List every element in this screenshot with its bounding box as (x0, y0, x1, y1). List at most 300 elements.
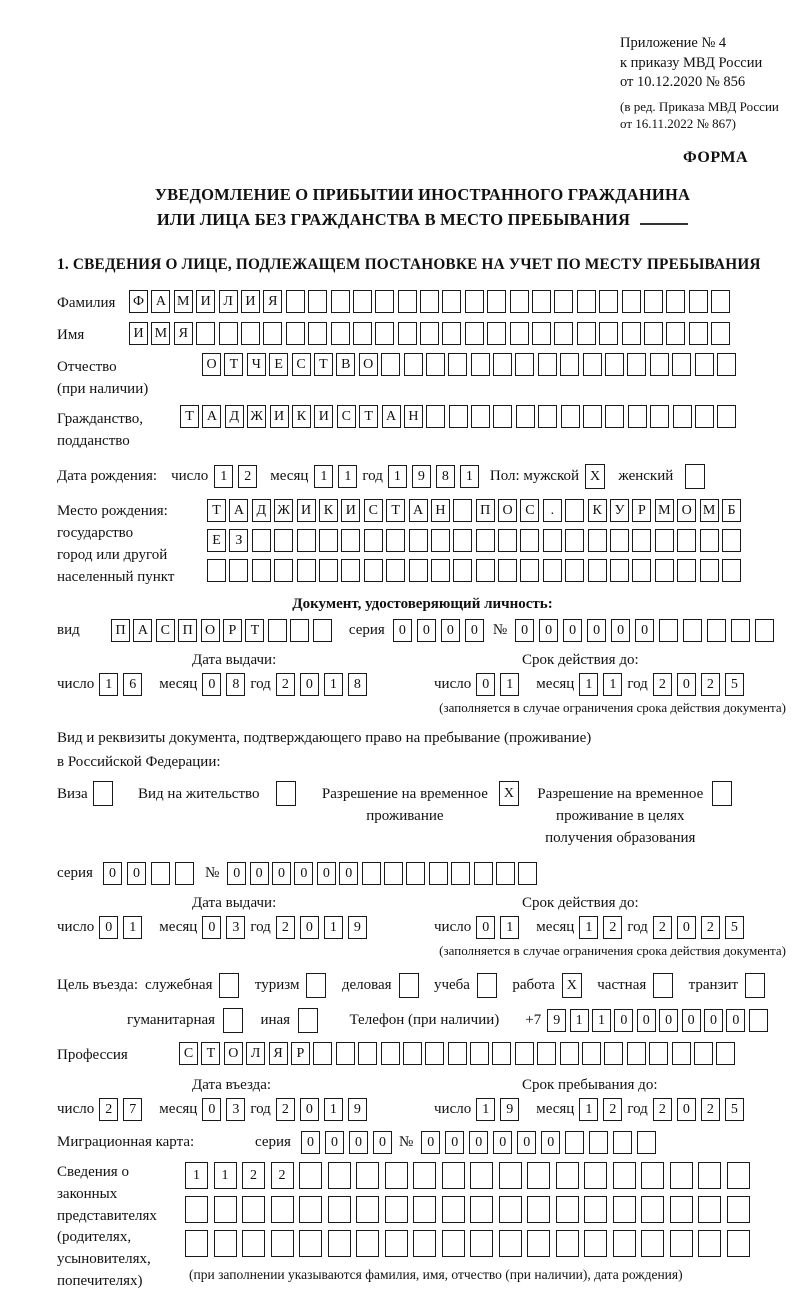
char-cell[interactable] (242, 1230, 265, 1257)
char-cell[interactable]: П (476, 499, 495, 522)
checkbox-cell[interactable]: X (562, 973, 582, 998)
char-cell[interactable]: 1 (123, 916, 142, 939)
char-cell[interactable] (274, 529, 293, 552)
char-cell[interactable] (565, 529, 584, 552)
char-cell[interactable]: 1 (338, 465, 357, 488)
char-cell[interactable] (637, 1131, 656, 1154)
char-cell[interactable] (308, 290, 327, 313)
char-cell[interactable] (583, 353, 602, 376)
char-cell[interactable]: 0 (677, 673, 696, 696)
char-cell[interactable]: Р (223, 619, 242, 642)
checkbox-cell[interactable] (298, 1008, 318, 1033)
char-cell[interactable]: Р (291, 1042, 310, 1065)
char-cell[interactable] (584, 1230, 607, 1257)
char-cell[interactable] (299, 1162, 322, 1189)
char-cell[interactable] (465, 322, 484, 345)
char-cell[interactable]: 1 (185, 1162, 208, 1189)
char-cell[interactable] (385, 1162, 408, 1189)
char-cell[interactable] (727, 1162, 750, 1189)
char-cell[interactable] (641, 1162, 664, 1189)
char-cell[interactable] (271, 1196, 294, 1223)
char-cell[interactable]: 1 (214, 1162, 237, 1189)
char-cell[interactable] (599, 322, 618, 345)
char-cell[interactable]: С (156, 619, 175, 642)
char-cell[interactable]: Ч (247, 353, 266, 376)
checkbox-cell[interactable] (306, 973, 326, 998)
char-cell[interactable]: И (341, 499, 360, 522)
char-cell[interactable] (498, 559, 517, 582)
char-cell[interactable] (356, 1196, 379, 1223)
char-cell[interactable]: А (151, 290, 170, 313)
char-cell[interactable] (532, 322, 551, 345)
char-cell[interactable] (588, 529, 607, 552)
char-cell[interactable]: К (292, 405, 311, 428)
char-cell[interactable] (649, 1042, 668, 1065)
char-cell[interactable]: 9 (547, 1009, 566, 1032)
char-cell[interactable]: 8 (436, 465, 455, 488)
char-cell[interactable] (510, 290, 529, 313)
char-cell[interactable] (451, 862, 470, 885)
char-cell[interactable]: 6 (123, 673, 142, 696)
char-cell[interactable] (711, 322, 730, 345)
char-cell[interactable] (700, 529, 719, 552)
char-cell[interactable] (385, 1230, 408, 1257)
checkbox-cell[interactable] (653, 973, 673, 998)
char-cell[interactable] (252, 529, 271, 552)
char-cell[interactable]: 1 (579, 673, 598, 696)
char-cell[interactable] (331, 322, 350, 345)
char-cell[interactable]: Л (246, 1042, 265, 1065)
char-cell[interactable] (722, 529, 741, 552)
char-cell[interactable]: 0 (677, 916, 696, 939)
char-cell[interactable]: 2 (701, 916, 720, 939)
char-cell[interactable]: А (229, 499, 248, 522)
char-cell[interactable]: 9 (412, 465, 431, 488)
char-cell[interactable]: Ф (129, 290, 148, 313)
char-cell[interactable]: 0 (614, 1009, 633, 1032)
char-cell[interactable] (717, 353, 736, 376)
char-cell[interactable]: 2 (701, 673, 720, 696)
char-cell[interactable]: О (677, 499, 696, 522)
char-cell[interactable] (404, 353, 423, 376)
char-cell[interactable] (731, 619, 750, 642)
char-cell[interactable] (207, 559, 226, 582)
char-cell[interactable]: 0 (441, 619, 460, 642)
char-cell[interactable]: И (270, 405, 289, 428)
char-cell[interactable] (670, 1230, 693, 1257)
char-cell[interactable]: 2 (653, 1098, 672, 1121)
char-cell[interactable] (605, 353, 624, 376)
char-cell[interactable] (385, 1196, 408, 1223)
char-cell[interactable] (613, 1162, 636, 1189)
char-cell[interactable] (313, 619, 332, 642)
char-cell[interactable] (641, 1230, 664, 1257)
char-cell[interactable] (476, 559, 495, 582)
char-cell[interactable]: 0 (250, 862, 269, 885)
char-cell[interactable] (628, 405, 647, 428)
char-cell[interactable] (375, 322, 394, 345)
char-cell[interactable]: 1 (99, 673, 118, 696)
char-cell[interactable] (493, 353, 512, 376)
char-cell[interactable] (268, 619, 287, 642)
char-cell[interactable]: 1 (500, 673, 519, 696)
char-cell[interactable] (229, 559, 248, 582)
char-cell[interactable] (375, 290, 394, 313)
char-cell[interactable] (515, 353, 534, 376)
char-cell[interactable]: Л (219, 290, 238, 313)
char-cell[interactable]: 0 (421, 1131, 440, 1154)
char-cell[interactable] (214, 1196, 237, 1223)
checkbox-cell[interactable] (685, 464, 705, 489)
char-cell[interactable] (453, 559, 472, 582)
char-cell[interactable]: 2 (271, 1162, 294, 1189)
char-cell[interactable] (717, 405, 736, 428)
char-cell[interactable] (689, 290, 708, 313)
char-cell[interactable] (537, 1042, 556, 1065)
char-cell[interactable] (252, 559, 271, 582)
char-cell[interactable] (565, 499, 584, 522)
char-cell[interactable] (341, 559, 360, 582)
char-cell[interactable] (328, 1162, 351, 1189)
char-cell[interactable] (471, 405, 490, 428)
char-cell[interactable] (670, 1162, 693, 1189)
char-cell[interactable] (632, 559, 651, 582)
char-cell[interactable]: 0 (445, 1131, 464, 1154)
char-cell[interactable]: Т (386, 499, 405, 522)
char-cell[interactable] (286, 322, 305, 345)
char-cell[interactable] (196, 322, 215, 345)
char-cell[interactable]: 0 (202, 916, 221, 939)
char-cell[interactable]: 2 (701, 1098, 720, 1121)
checkbox-cell[interactable] (93, 781, 113, 806)
char-cell[interactable]: 0 (469, 1131, 488, 1154)
char-cell[interactable]: 9 (348, 1098, 367, 1121)
char-cell[interactable]: 2 (99, 1098, 118, 1121)
char-cell[interactable]: 1 (314, 465, 333, 488)
char-cell[interactable] (474, 862, 493, 885)
char-cell[interactable]: М (174, 290, 193, 313)
char-cell[interactable] (336, 1042, 355, 1065)
char-cell[interactable] (694, 1042, 713, 1065)
char-cell[interactable] (470, 1230, 493, 1257)
char-cell[interactable]: Е (269, 353, 288, 376)
char-cell[interactable]: 0 (349, 1131, 368, 1154)
char-cell[interactable]: Т (359, 405, 378, 428)
char-cell[interactable] (331, 290, 350, 313)
char-cell[interactable] (698, 1230, 721, 1257)
char-cell[interactable]: Т (201, 1042, 220, 1065)
char-cell[interactable] (384, 862, 403, 885)
char-cell[interactable] (622, 322, 641, 345)
char-cell[interactable]: З (229, 529, 248, 552)
char-cell[interactable]: И (196, 290, 215, 313)
char-cell[interactable] (319, 559, 338, 582)
char-cell[interactable] (700, 559, 719, 582)
char-cell[interactable] (364, 559, 383, 582)
char-cell[interactable]: 5 (725, 916, 744, 939)
checkbox-cell[interactable] (219, 973, 239, 998)
char-cell[interactable] (175, 862, 194, 885)
char-cell[interactable]: Н (404, 405, 423, 428)
char-cell[interactable] (413, 1162, 436, 1189)
char-cell[interactable] (749, 1009, 768, 1032)
char-cell[interactable]: Е (207, 529, 226, 552)
char-cell[interactable]: 0 (493, 1131, 512, 1154)
char-cell[interactable] (413, 1196, 436, 1223)
char-cell[interactable] (527, 1162, 550, 1189)
char-cell[interactable] (698, 1196, 721, 1223)
checkbox-cell[interactable] (276, 781, 296, 806)
char-cell[interactable] (499, 1162, 522, 1189)
char-cell[interactable] (538, 405, 557, 428)
char-cell[interactable] (271, 1230, 294, 1257)
char-cell[interactable] (605, 405, 624, 428)
char-cell[interactable] (406, 862, 425, 885)
char-cell[interactable] (242, 1196, 265, 1223)
char-cell[interactable] (185, 1196, 208, 1223)
char-cell[interactable] (431, 559, 450, 582)
char-cell[interactable]: 0 (317, 862, 336, 885)
char-cell[interactable]: Р (632, 499, 651, 522)
char-cell[interactable]: С (520, 499, 539, 522)
char-cell[interactable]: 0 (300, 673, 319, 696)
char-cell[interactable]: Б (722, 499, 741, 522)
char-cell[interactable] (650, 405, 669, 428)
char-cell[interactable] (353, 290, 372, 313)
char-cell[interactable] (610, 559, 629, 582)
char-cell[interactable]: К (588, 499, 607, 522)
char-cell[interactable] (429, 862, 448, 885)
char-cell[interactable] (560, 353, 579, 376)
char-cell[interactable] (492, 1042, 511, 1065)
char-cell[interactable] (426, 353, 445, 376)
char-cell[interactable]: Т (314, 353, 333, 376)
char-cell[interactable]: 8 (226, 673, 245, 696)
char-cell[interactable]: 1 (579, 1098, 598, 1121)
char-cell[interactable]: С (292, 353, 311, 376)
char-cell[interactable] (299, 1230, 322, 1257)
char-cell[interactable] (604, 1042, 623, 1065)
char-cell[interactable] (755, 619, 774, 642)
char-cell[interactable]: 0 (294, 862, 313, 885)
char-cell[interactable]: М (655, 499, 674, 522)
char-cell[interactable]: О (498, 499, 517, 522)
char-cell[interactable] (425, 1042, 444, 1065)
char-cell[interactable]: 0 (373, 1131, 392, 1154)
char-cell[interactable] (426, 405, 445, 428)
char-cell[interactable] (420, 290, 439, 313)
char-cell[interactable]: 2 (276, 916, 295, 939)
char-cell[interactable]: Я (269, 1042, 288, 1065)
char-cell[interactable]: 0 (677, 1098, 696, 1121)
char-cell[interactable]: И (314, 405, 333, 428)
char-cell[interactable]: 0 (539, 619, 558, 642)
char-cell[interactable]: 1 (570, 1009, 589, 1032)
checkbox-cell[interactable] (745, 973, 765, 998)
char-cell[interactable] (518, 862, 537, 885)
char-cell[interactable] (431, 529, 450, 552)
char-cell[interactable] (695, 405, 714, 428)
char-cell[interactable]: Т (180, 405, 199, 428)
char-cell[interactable]: 7 (123, 1098, 142, 1121)
char-cell[interactable] (364, 529, 383, 552)
char-cell[interactable] (496, 862, 515, 885)
char-cell[interactable]: 2 (238, 465, 257, 488)
char-cell[interactable] (650, 353, 669, 376)
checkbox-cell[interactable] (477, 973, 497, 998)
char-cell[interactable] (672, 353, 691, 376)
char-cell[interactable] (527, 1230, 550, 1257)
char-cell[interactable] (313, 1042, 332, 1065)
char-cell[interactable] (722, 559, 741, 582)
char-cell[interactable] (683, 619, 702, 642)
char-cell[interactable]: А (382, 405, 401, 428)
char-cell[interactable] (556, 1230, 579, 1257)
char-cell[interactable] (582, 1042, 601, 1065)
char-cell[interactable] (584, 1196, 607, 1223)
char-cell[interactable]: А (133, 619, 152, 642)
char-cell[interactable] (398, 290, 417, 313)
char-cell[interactable] (442, 1196, 465, 1223)
char-cell[interactable]: Т (224, 353, 243, 376)
char-cell[interactable]: Я (174, 322, 193, 345)
char-cell[interactable]: К (319, 499, 338, 522)
char-cell[interactable] (308, 322, 327, 345)
checkbox-cell[interactable] (223, 1008, 243, 1033)
char-cell[interactable]: О (201, 619, 220, 642)
char-cell[interactable]: М (700, 499, 719, 522)
char-cell[interactable] (398, 322, 417, 345)
char-cell[interactable] (328, 1230, 351, 1257)
char-cell[interactable] (515, 1042, 534, 1065)
char-cell[interactable] (554, 322, 573, 345)
char-cell[interactable] (470, 1162, 493, 1189)
char-cell[interactable] (556, 1162, 579, 1189)
char-cell[interactable]: 2 (603, 916, 622, 939)
char-cell[interactable]: 0 (417, 619, 436, 642)
char-cell[interactable]: 0 (202, 1098, 221, 1121)
char-cell[interactable] (274, 559, 293, 582)
char-cell[interactable]: 1 (324, 1098, 343, 1121)
char-cell[interactable]: Н (431, 499, 450, 522)
char-cell[interactable]: 3 (226, 916, 245, 939)
char-cell[interactable]: 1 (592, 1009, 611, 1032)
char-cell[interactable]: 1 (214, 465, 233, 488)
char-cell[interactable] (560, 1042, 579, 1065)
char-cell[interactable] (470, 1042, 489, 1065)
char-cell[interactable] (727, 1196, 750, 1223)
char-cell[interactable] (448, 353, 467, 376)
char-cell[interactable] (561, 405, 580, 428)
char-cell[interactable] (442, 1230, 465, 1257)
checkbox-cell[interactable] (712, 781, 732, 806)
char-cell[interactable]: . (543, 499, 562, 522)
char-cell[interactable] (613, 1131, 632, 1154)
char-cell[interactable] (670, 1196, 693, 1223)
char-cell[interactable] (453, 529, 472, 552)
char-cell[interactable]: 0 (637, 1009, 656, 1032)
char-cell[interactable]: 0 (563, 619, 582, 642)
char-cell[interactable] (577, 322, 596, 345)
char-cell[interactable] (381, 353, 400, 376)
char-cell[interactable] (151, 862, 170, 885)
char-cell[interactable]: 5 (725, 1098, 744, 1121)
char-cell[interactable]: 0 (227, 862, 246, 885)
char-cell[interactable] (527, 1196, 550, 1223)
char-cell[interactable]: У (610, 499, 629, 522)
char-cell[interactable] (532, 290, 551, 313)
char-cell[interactable] (386, 529, 405, 552)
char-cell[interactable] (319, 529, 338, 552)
char-cell[interactable]: С (337, 405, 356, 428)
char-cell[interactable]: Т (245, 619, 264, 642)
char-cell[interactable]: Т (207, 499, 226, 522)
char-cell[interactable]: О (202, 353, 221, 376)
char-cell[interactable]: Я (263, 290, 282, 313)
char-cell[interactable] (655, 529, 674, 552)
char-cell[interactable] (599, 290, 618, 313)
char-cell[interactable]: 2 (242, 1162, 265, 1189)
char-cell[interactable] (341, 529, 360, 552)
char-cell[interactable] (644, 322, 663, 345)
char-cell[interactable]: 0 (476, 916, 495, 939)
char-cell[interactable]: 0 (99, 916, 118, 939)
char-cell[interactable] (707, 619, 726, 642)
char-cell[interactable] (577, 290, 596, 313)
char-cell[interactable]: 1 (603, 673, 622, 696)
char-cell[interactable] (565, 1131, 584, 1154)
char-cell[interactable]: 8 (348, 673, 367, 696)
char-cell[interactable]: 0 (659, 1009, 678, 1032)
char-cell[interactable] (588, 559, 607, 582)
char-cell[interactable]: И (129, 322, 148, 345)
char-cell[interactable]: А (202, 405, 221, 428)
char-cell[interactable] (565, 559, 584, 582)
char-cell[interactable]: И (241, 290, 260, 313)
char-cell[interactable]: М (151, 322, 170, 345)
char-cell[interactable] (299, 1196, 322, 1223)
char-cell[interactable]: 0 (541, 1131, 560, 1154)
char-cell[interactable] (185, 1230, 208, 1257)
char-cell[interactable] (641, 1196, 664, 1223)
char-cell[interactable]: 0 (301, 1131, 320, 1154)
char-cell[interactable] (358, 1042, 377, 1065)
char-cell[interactable] (290, 619, 309, 642)
char-cell[interactable]: 0 (515, 619, 534, 642)
char-cell[interactable] (627, 353, 646, 376)
checkbox-cell[interactable]: X (499, 781, 519, 806)
char-cell[interactable] (556, 1196, 579, 1223)
char-cell[interactable] (655, 559, 674, 582)
char-cell[interactable] (328, 1196, 351, 1223)
char-cell[interactable]: П (111, 619, 130, 642)
char-cell[interactable]: 0 (103, 862, 122, 885)
char-cell[interactable] (476, 529, 495, 552)
char-cell[interactable]: 9 (348, 916, 367, 939)
char-cell[interactable]: П (178, 619, 197, 642)
char-cell[interactable] (263, 322, 282, 345)
char-cell[interactable]: Ж (274, 499, 293, 522)
char-cell[interactable] (286, 290, 305, 313)
char-cell[interactable] (356, 1230, 379, 1257)
char-cell[interactable] (442, 1162, 465, 1189)
char-cell[interactable]: 5 (725, 673, 744, 696)
char-cell[interactable]: 0 (300, 916, 319, 939)
char-cell[interactable] (448, 1042, 467, 1065)
char-cell[interactable] (499, 1230, 522, 1257)
char-cell[interactable]: 0 (704, 1009, 723, 1032)
char-cell[interactable]: 0 (587, 619, 606, 642)
